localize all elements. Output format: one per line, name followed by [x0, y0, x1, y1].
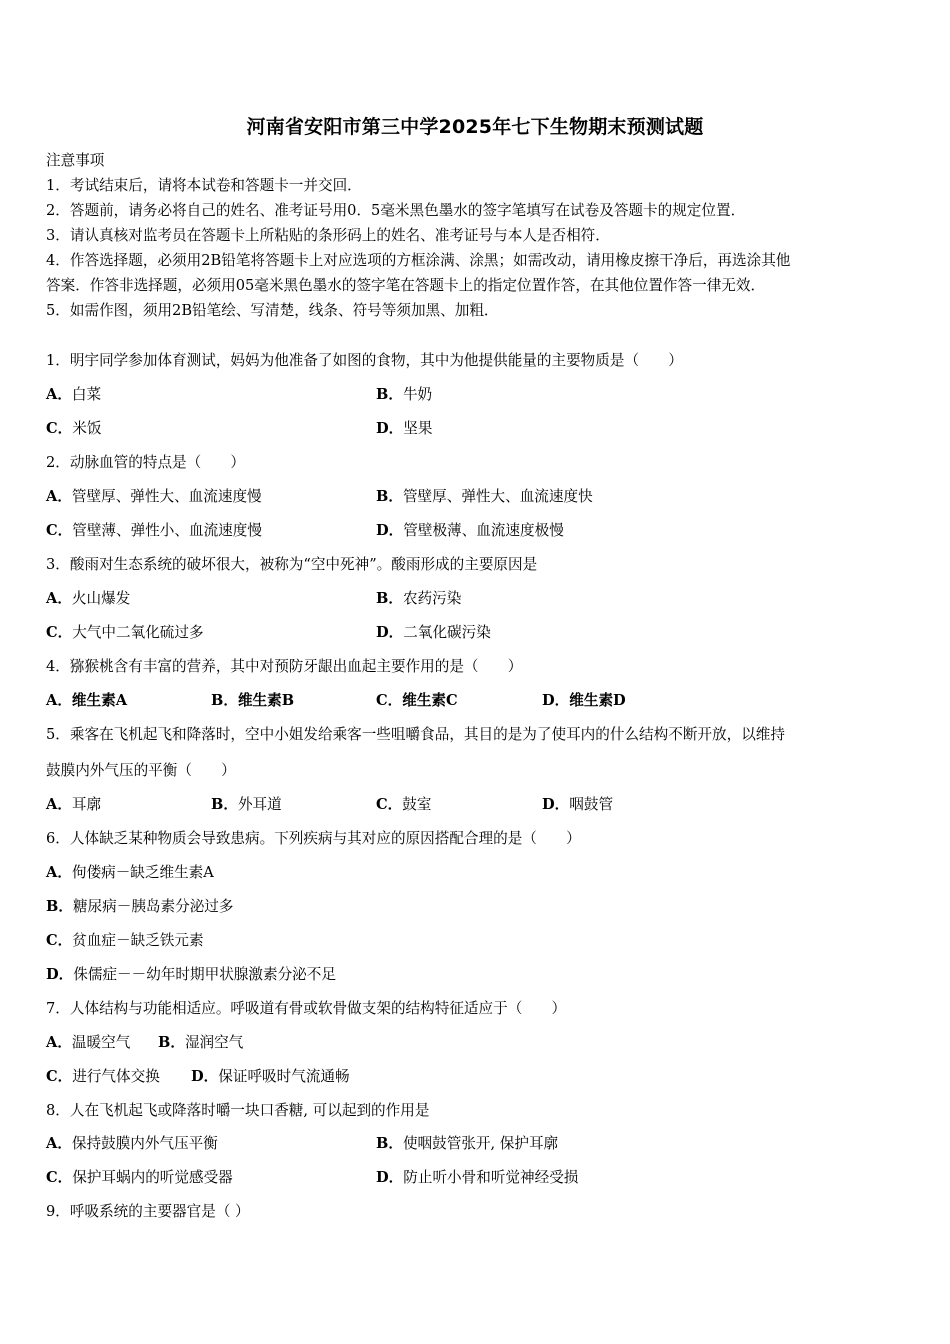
option [46, 864, 214, 882]
notice-heading: 注意事项 [46, 152, 105, 169]
option [46, 1135, 218, 1153]
question-stem: 7．人体结构与功能相适应。呼吸道有骨或软骨做支架的结构特征适应于（ ） [46, 1000, 567, 1017]
option-text: 进行气体交换 [72, 1068, 160, 1085]
option-label: D． [376, 420, 404, 437]
option-label: B． [46, 898, 73, 915]
option-text: 维生素C [402, 692, 458, 709]
option-text: 管壁厚、弹性大、血流速度快 [402, 488, 593, 505]
option [46, 1169, 233, 1187]
option [376, 420, 432, 438]
option-label: B． [376, 1135, 403, 1152]
option-text: 管壁薄、弹性小、血流速度慢 [72, 522, 262, 539]
option-text: 坚果 [403, 420, 433, 437]
option [46, 1068, 160, 1086]
option [46, 522, 262, 540]
notice-item: 5．如需作图，须用2B铅笔绘、写清楚，线条、符号等须加黑、加粗． [46, 302, 499, 319]
option-text: 耳廓 [71, 796, 102, 813]
option-text: 牛奶 [402, 386, 433, 403]
option-text: 管壁厚、弹性大、血流速度慢 [71, 488, 262, 505]
option [376, 1135, 558, 1153]
option-text: 米饭 [72, 420, 102, 437]
option-text: 白菜 [71, 386, 102, 403]
option [376, 522, 564, 540]
question-stem: 4．猕猴桃含有丰富的营养，其中对预防牙龈出血起主要作用的是（ ） [46, 658, 523, 675]
page-title: 河南省安阳市第三中学2025年七下生物期末预测试题 [246, 116, 704, 138]
option-label: B． [376, 590, 403, 607]
option [158, 1034, 243, 1052]
option-text: 农药污染 [402, 590, 462, 607]
option-text: 佝偻病－缺乏维生素A [71, 864, 214, 881]
option [46, 420, 101, 438]
option [46, 898, 233, 916]
notice-item: 3．请认真核对监考员在答题卡上所粘贴的条形码上的姓名、准考证号与本人是否相符． [46, 227, 610, 244]
option [376, 1169, 578, 1187]
option-label: D． [376, 624, 404, 641]
option-text: 外耳道 [237, 796, 282, 813]
option-text: 维生素A [71, 692, 128, 709]
option [376, 386, 432, 404]
option-text: 保护耳蜗内的听觉感受器 [72, 1169, 233, 1186]
option-text: 二氧化碳污染 [403, 624, 491, 641]
option-label: D． [542, 692, 570, 709]
option [46, 692, 127, 710]
option-text: 咽鼓管 [569, 796, 614, 813]
option-label: D． [376, 522, 404, 539]
question-stem: 5．乘客在飞机起飞和降落时，空中小姐发给乘客一些咀嚼食品，其目的是为了使耳内的什么结构不断开放，以维持 [46, 726, 785, 743]
question-stem: 8．人在飞机起飞或降落时嚼一块口香糖, 可以起到的作用是 [46, 1102, 430, 1119]
option-text: 糖尿病－胰岛素分泌过多 [72, 898, 234, 915]
option-label: A． [46, 1034, 72, 1051]
notice-item: 2．答题前，请务必将自己的姓名、准考证号用0．5毫米黑色墨水的签字笔填写在试卷及答题卡的规定位置． [46, 202, 746, 219]
option-label: A． [46, 864, 72, 881]
option-text: 维生素B [237, 692, 295, 709]
option-text: 维生素D [569, 692, 626, 709]
option [211, 692, 294, 710]
option-label: C． [46, 1169, 73, 1186]
question-stem: 1．明宇同学参加体育测试，妈妈为他准备了如图的食物，其中为他提供能量的主要物质是（ ） [46, 352, 683, 369]
option-label: A． [46, 386, 72, 403]
option-label: C． [376, 796, 403, 813]
question-stem: 鼓膜内外气压的平衡（ ） [46, 762, 236, 779]
option [46, 966, 336, 984]
option-text: 湿润空气 [184, 1034, 244, 1051]
option [376, 624, 491, 642]
question-stem: 3．酸雨对生态系统的破坏很大，被称为“空中死神”。酸雨形成的主要原因是 [46, 556, 538, 573]
option-text: 侏儒症－－幼年时期甲状腺激素分泌不足 [73, 966, 336, 983]
option-label: C． [46, 420, 73, 437]
option-text: 保证呼吸时气流通畅 [218, 1068, 350, 1085]
option [191, 1068, 350, 1086]
option-label: A． [46, 796, 72, 813]
question-stem: 9．呼吸系统的主要器官是（ ） [46, 1203, 250, 1220]
option-label: C． [46, 932, 73, 949]
option-label: A． [46, 692, 72, 709]
option-label: A． [46, 590, 72, 607]
option-label: B． [376, 488, 403, 505]
notice-item: 答案．作答非选择题，必须用05毫米黑色墨水的签字笔在答题卡上的指定位置作答，在其他位置作答一律无效． [46, 277, 766, 294]
option-text: 鼓室 [402, 796, 432, 813]
option-label: B． [211, 796, 238, 813]
option-text: 火山爆发 [71, 590, 131, 607]
notice-item: 4．作答选择题，必须用2B铅笔将答题卡上对应选项的方框涂满、涂黑；如需改动，请用橡皮擦干净后，再选涂其他 [46, 252, 791, 269]
option-text: 使咽鼓管张开, 保护耳廓 [402, 1135, 559, 1152]
option-label: D． [191, 1068, 219, 1085]
option-label: C． [46, 1068, 73, 1085]
option [376, 590, 461, 608]
option [46, 1034, 130, 1052]
option-text: 保持鼓膜内外气压平衡 [71, 1135, 218, 1152]
option [376, 488, 593, 506]
notice-item: 1．考试结束后，请将本试卷和答题卡一并交回． [46, 177, 362, 194]
option-text: 大气中二氧化硫过多 [72, 624, 204, 641]
option [376, 692, 458, 710]
option-label: B． [376, 386, 403, 403]
option-text: 温暖空气 [71, 1034, 131, 1051]
option-label: B． [211, 692, 238, 709]
option [46, 386, 101, 404]
option-text: 防止听小骨和听觉神经受损 [403, 1169, 579, 1186]
option [211, 796, 282, 814]
option [46, 624, 204, 642]
question-stem: 6．人体缺乏某种物质会导致患病。下列疾病与其对应的原因搭配合理的是（ ） [46, 830, 581, 847]
option-text: 贫血症－缺乏铁元素 [72, 932, 204, 949]
option-label: B． [158, 1034, 185, 1051]
question-stem: 2．动脉血管的特点是（ ） [46, 454, 246, 471]
option [376, 796, 431, 814]
option [542, 796, 613, 814]
option [46, 796, 101, 814]
option [46, 590, 130, 608]
option-text: 管壁极薄、血流速度极慢 [403, 522, 564, 539]
option [542, 692, 626, 710]
option [46, 932, 204, 950]
option-label: A． [46, 1135, 72, 1152]
option-label: A． [46, 488, 72, 505]
option-label: C． [46, 522, 73, 539]
option-label: C． [376, 692, 403, 709]
option-label: D． [376, 1169, 404, 1186]
option-label: D． [46, 966, 74, 983]
option-label: C． [46, 624, 73, 641]
option-label: D． [542, 796, 570, 813]
option [46, 488, 262, 506]
